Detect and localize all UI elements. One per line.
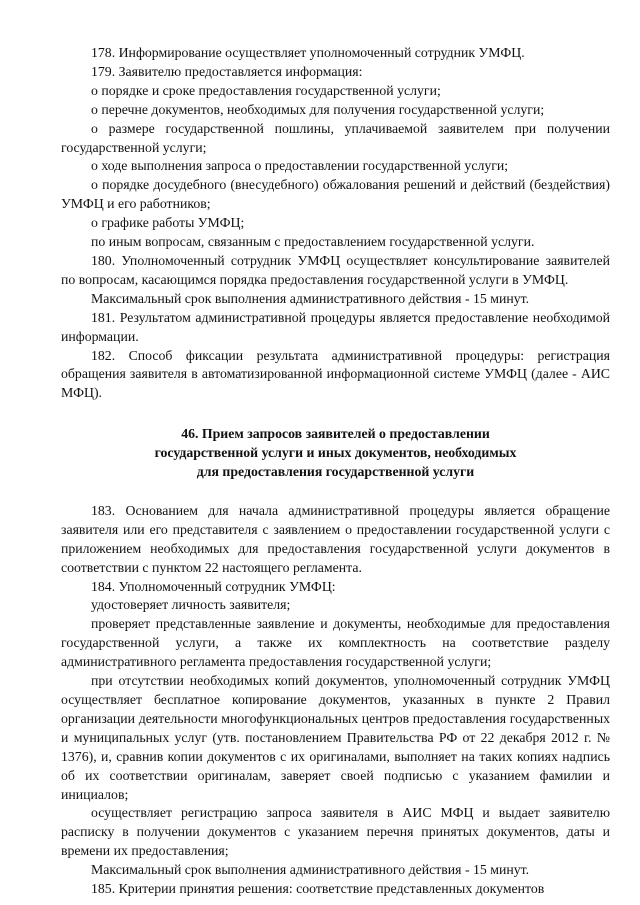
list-item: о перечне документов, необходимых для получения государственной услуги;: [91, 101, 545, 117]
section-heading-line: государственной услуги и иных документов, необходимых: [154, 445, 517, 461]
paragraph-time-limit: Максимальный срок выполнения административного действия - 15 минут.: [91, 862, 530, 878]
paragraph-178: 178. Информирование осуществляет уполномоченный сотрудник УМФЦ.: [91, 45, 525, 60]
list-item: проверяет представленные заявление и документы, необходимые для предоставления государственной услуги, а также их комплектность на соответствие разделу административного регламента предоставления государственной услуги;: [61, 616, 610, 670]
list-item: по иным вопросам, связанным с предоставлением государственной услуги.: [91, 234, 535, 250]
paragraph-182: 182. Способ фиксации результата административной процедуры: регистрация обращения заявителя в автоматизированной информационной системе УМФЦ (далее - АИС МФЦ).: [61, 347, 610, 401]
paragraph-179: 179. Заявителю предоставляется информация:: [91, 63, 363, 79]
paragraph-180: 180. Уполномоченный сотрудник УМФЦ осуществляет консультирование заявителей по вопросам, касающимся порядка предоставления государственной услуги в УМФЦ.: [61, 252, 610, 287]
paragraph-181: 181. Результатом административной процедуры является предоставление необходимой информации.: [61, 309, 610, 344]
paragraph-185: 185. Критерии принятия решения: соответствие представленных документов: [91, 881, 545, 897]
list-item: удостоверяет личность заявителя;: [91, 597, 291, 613]
paragraph-183: 183. Основанием для начала административной процедуры является обращение заявителя или его представителя с заявлением о предоставлении государственной услуги с приложением необходимых для предоставления государственной услуги документов в соответствии с пунктом 22 настоящего регламента.: [61, 502, 610, 575]
section-heading-line: 46. Прием запросов заявителей о предоставлении: [181, 426, 490, 442]
list-item: осуществляет регистрацию запроса заявителя в АИС МФЦ и выдает заявителю расписку в получении документов с указанием перечня принятых документов, даты и времени их предоставления;: [61, 805, 610, 859]
section-heading-line: для предоставления государственной услуги: [196, 464, 475, 480]
list-item: о размере государственной пошлины, уплачиваемой заявителем при получении государственной услуги;: [61, 120, 610, 155]
paragraph-time-limit: Максимальный срок выполнения административного действия - 15 минут.: [91, 290, 530, 306]
section-heading: [61, 425, 610, 482]
list-item: при отсутствии необходимых копий документов, уполномоченный сотрудник УМФЦ осуществляет бесплатное копирование документов, указанных в пункте 2 Правил организации деятельности многофункциональных центров предоставления государственных и муниципальных услуг (утв. постановлением Правительства РФ от 22 декабря 2012 г. № 1376), и, сравнив копии документов с их оригиналами, выполняет на таких копиях надпись об их соответствии оригиналам, заверяет своей подписью с указанием фамилии и инициалов;: [61, 673, 610, 802]
list-item: о порядке и сроке предоставления государственной услуги;: [91, 82, 441, 98]
list-item: о графике работы УМФЦ;: [91, 215, 245, 231]
list-item: о порядке досудебного (внесудебного) обжалования решений и действий (бездействия) УМФЦ и его работников;: [61, 177, 610, 212]
paragraph-184: 184. Уполномоченный сотрудник УМФЦ:: [91, 578, 336, 594]
list-item: о ходе выполнения запроса о предоставлении государственной услуги;: [91, 158, 509, 174]
